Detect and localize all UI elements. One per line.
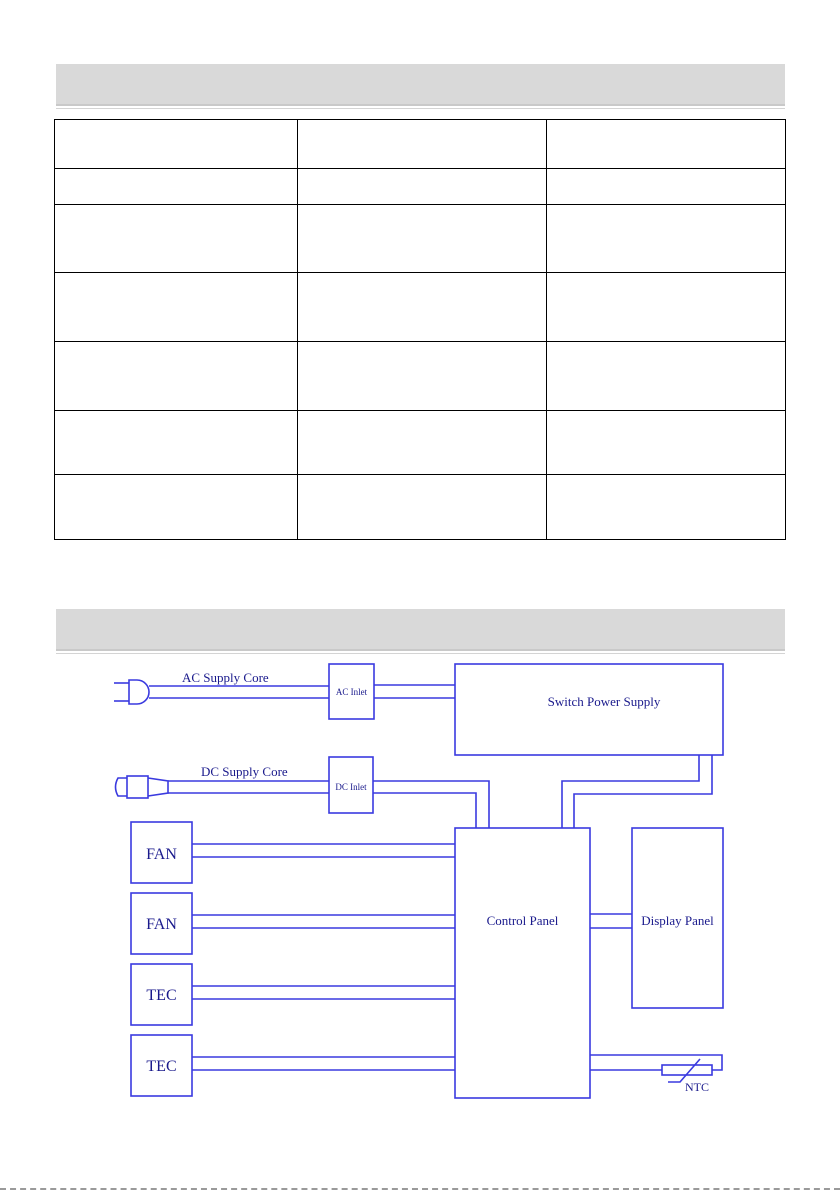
ntc-thermistor-icon	[668, 1059, 700, 1082]
dc-inlet-to-control-line	[373, 793, 476, 828]
switch-power-supply-box	[455, 664, 723, 755]
psu-to-control-line	[562, 755, 699, 828]
dc-supply-core-label: DC Supply Core	[201, 764, 288, 779]
dc-plug-icon	[116, 776, 169, 798]
tec-2-label: TEC	[146, 1058, 177, 1075]
ac-supply-core-label: AC Supply Core	[182, 670, 269, 685]
tec-1-label: TEC	[146, 987, 177, 1004]
dc-inlet-to-control-line	[373, 781, 489, 828]
control-panel-box	[455, 828, 590, 1098]
ntc-line	[590, 1055, 722, 1070]
ntc-label: NTC	[685, 1080, 709, 1094]
psu-to-control-line	[574, 755, 712, 828]
ac-plug-icon	[114, 680, 149, 704]
ac-inlet-label: AC Inlet	[335, 687, 368, 697]
page-bottom-edge	[0, 1188, 840, 1190]
dc-inlet-label: DC Inlet	[335, 782, 367, 792]
switch-power-supply-label: Switch Power Supply	[547, 694, 661, 709]
control-panel-label: Control Panel	[486, 913, 559, 928]
fan-1-label: FAN	[146, 846, 177, 863]
display-panel-label: Display Panel	[641, 913, 714, 928]
fan-2-label: FAN	[146, 916, 177, 933]
